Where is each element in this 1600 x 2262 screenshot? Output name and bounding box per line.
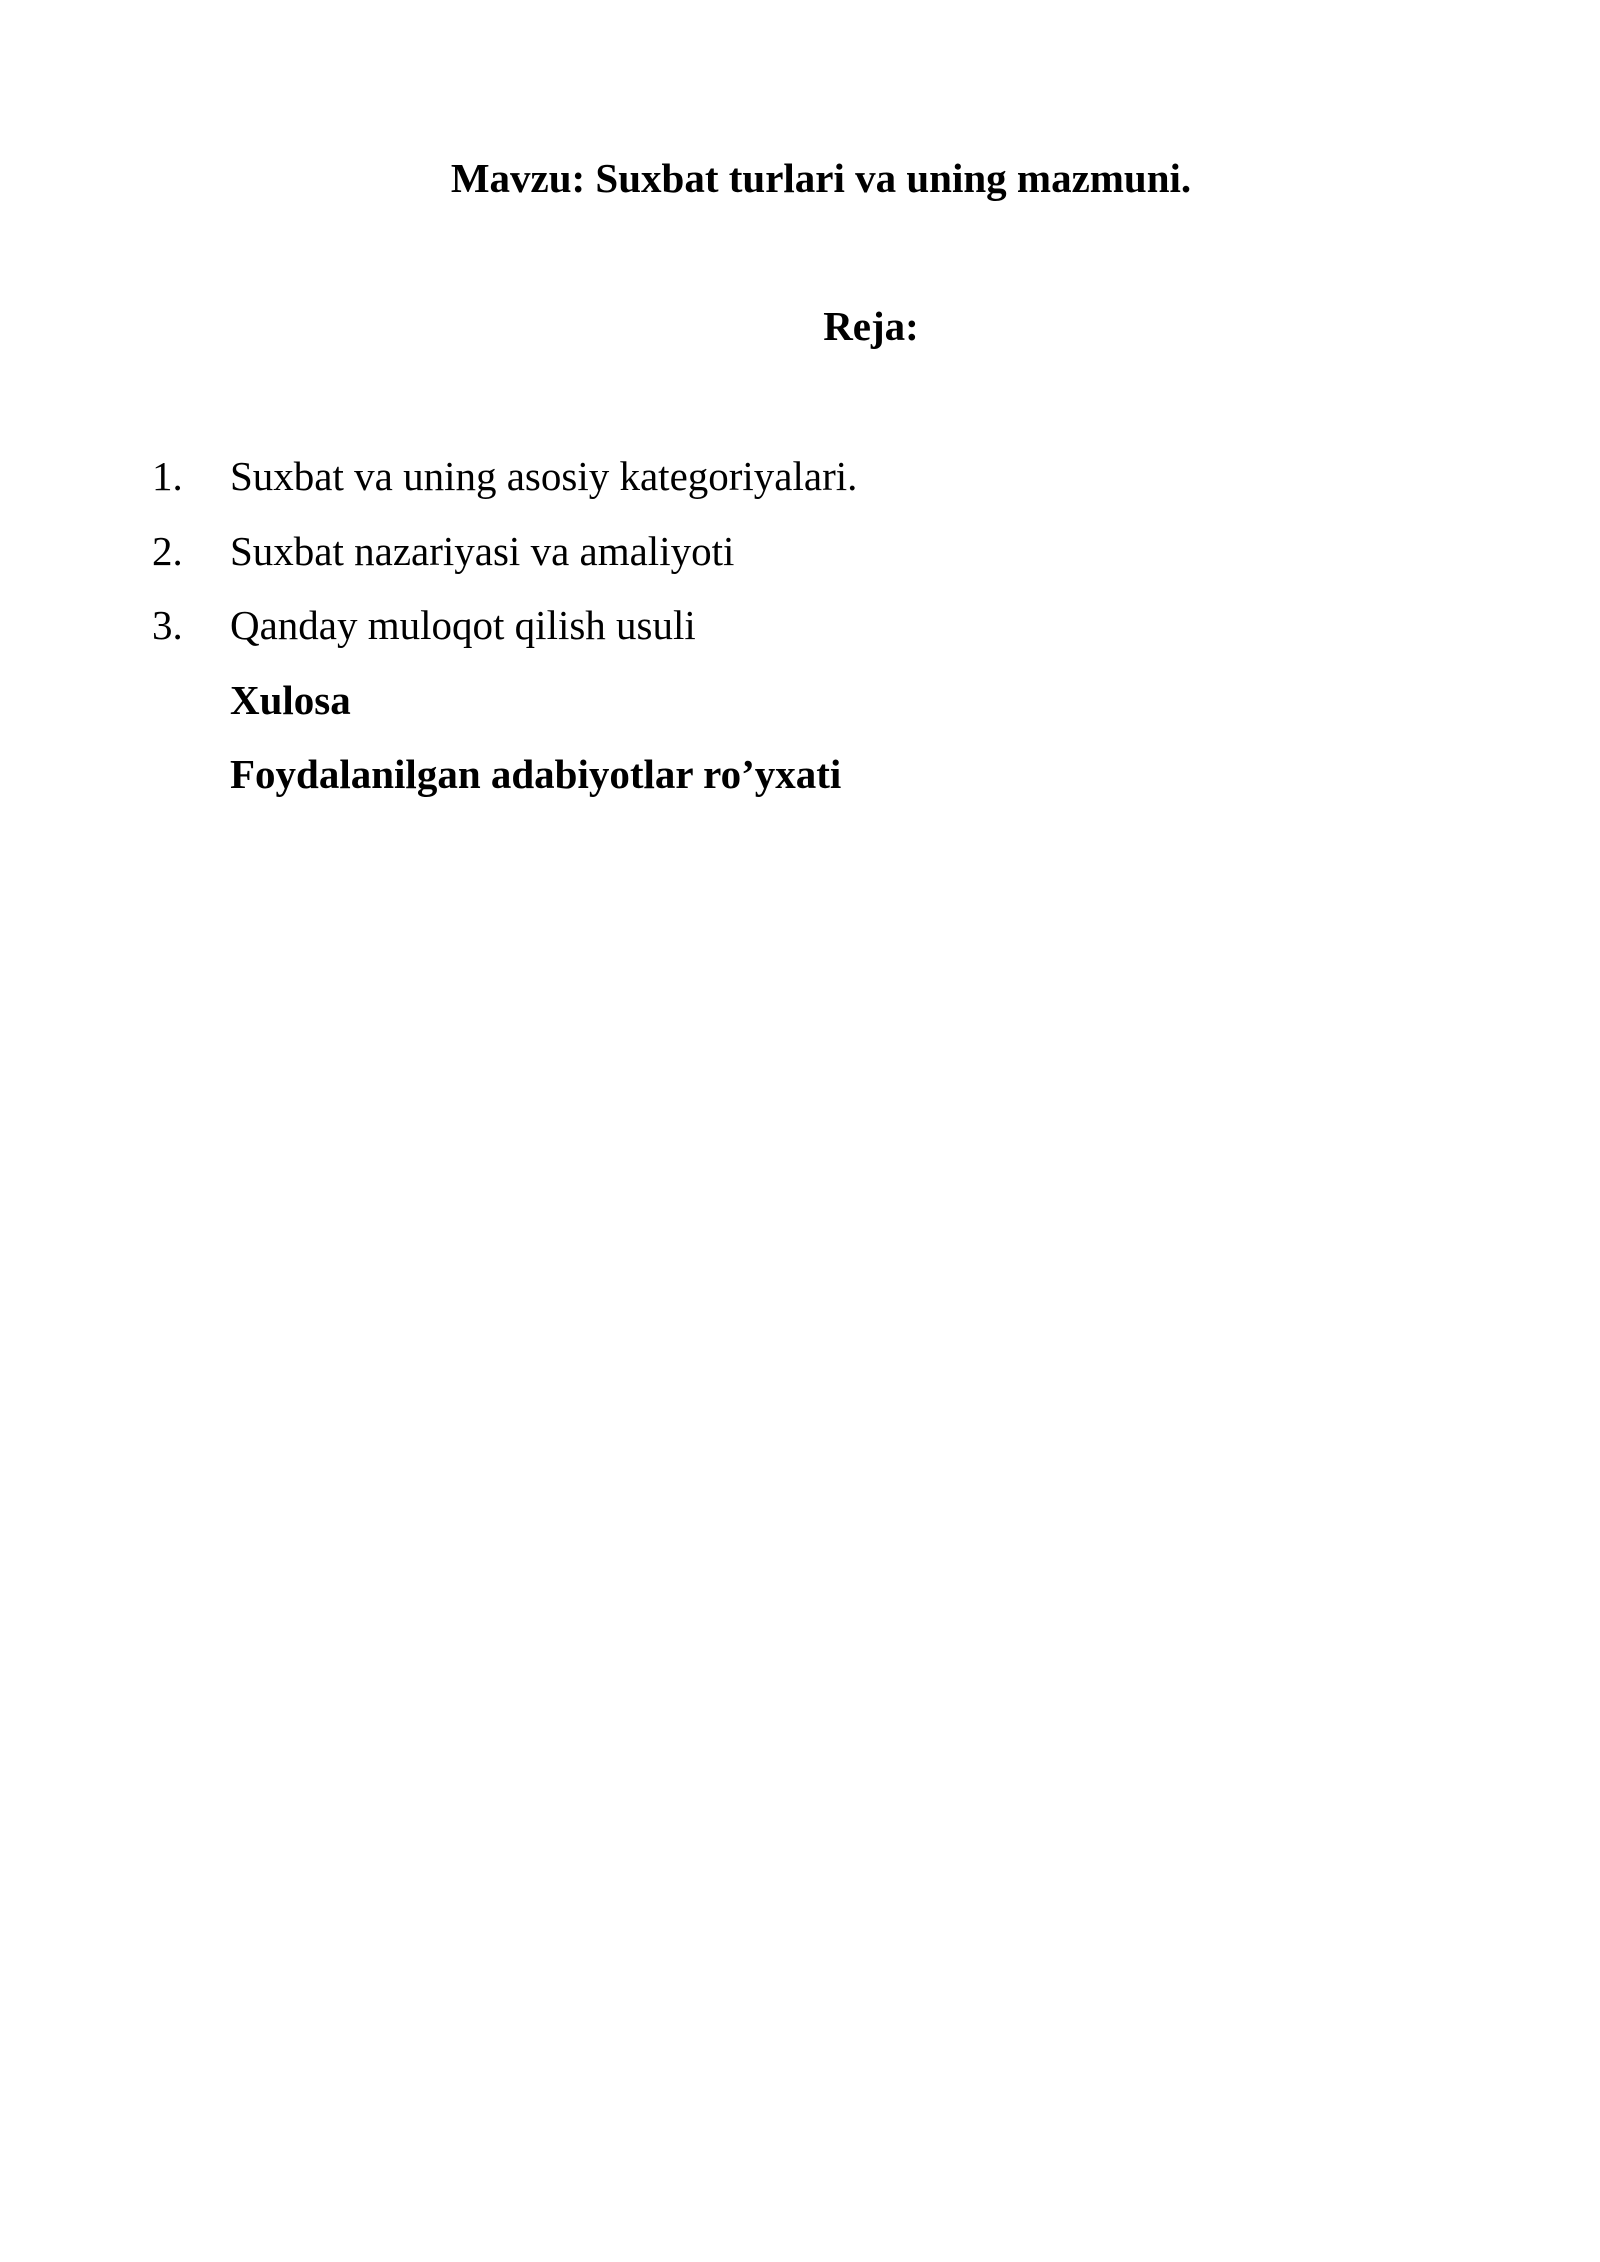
plan-item-number: 3.	[152, 602, 183, 648]
plan-heading: Reja:	[823, 303, 919, 349]
plan-item-number: 2.	[152, 527, 183, 574]
plan-item-text: Foydalanilgan adabiyotlar ro’yxati	[230, 751, 842, 797]
plan-item-text: Xulosa	[230, 676, 351, 723]
plan-item-text: Suxbat nazariyasi va amaliyoti	[230, 527, 735, 574]
plan-item-text: Qanday muloqot qilish usuli	[230, 602, 696, 648]
plan-item-2	[152, 525, 1452, 600]
plan-item-conclusion	[152, 674, 1452, 749]
plan-item-text: Suxbat va uning asosiy kategoriyalari.	[230, 453, 858, 499]
document-title: Mavzu: Suxbat turlari va uning mazmuni.	[450, 155, 1192, 201]
plan-item-references	[152, 748, 1452, 823]
plan-item-number: 1.	[152, 453, 183, 499]
plan-list	[152, 450, 1452, 823]
plan-item-1	[152, 450, 1452, 525]
plan-item-3	[152, 599, 1452, 674]
